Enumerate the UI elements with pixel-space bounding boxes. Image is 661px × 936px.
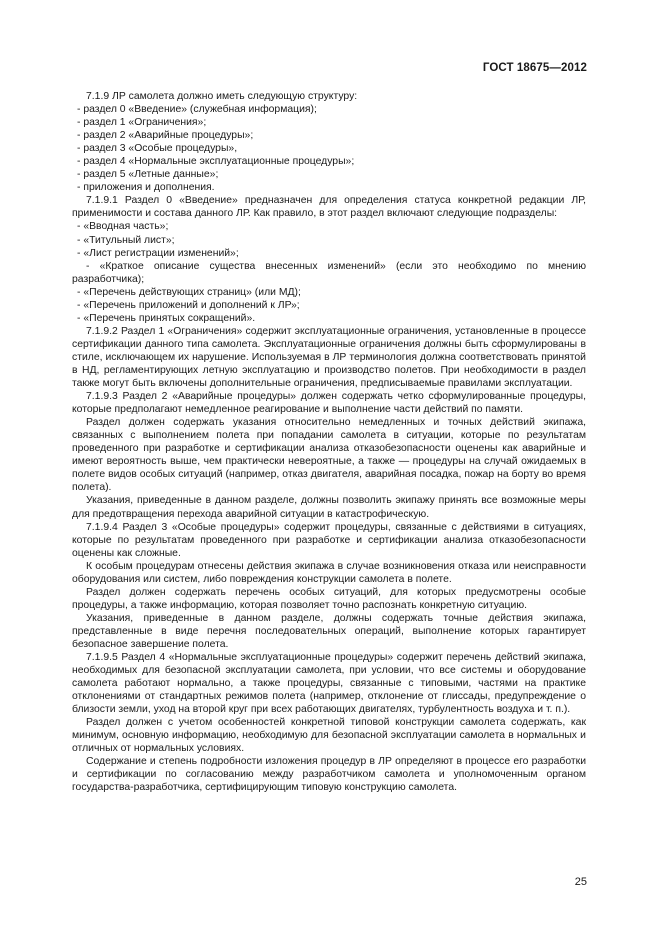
list-item: - «Перечень принятых сокращений».	[77, 312, 256, 324]
list-item: - раздел 2 «Аварийные процедуры»;	[77, 130, 254, 142]
paragraph: Содержание и степень подробности изложения процедур в ЛР определяют в процессе его разработки и сертификации по согласованию между разработчиком самолета и уполномоченным органом государства-разработчика, сертифицирующим типовую конструкцию самолета.	[72, 756, 586, 794]
list-item: - приложения и дополнения.	[77, 182, 215, 194]
paragraph: Указания, приведенные в данном разделе, должны позволить экипажу принять все возможные меры для предотвращения перехода аварийной ситуации в катастрофическую.	[72, 495, 586, 520]
paragraph: 7.1.9.3 Раздел 2 «Аварийные процедуры» должен содержать четко сформулированные процедуры, которые предполагают немедленное реагирование и выполнение части действий по памяти.	[72, 391, 586, 416]
paragraph: - «Краткое описание существа внесенных изменений» (если это необходимо по мнению разработчика);	[72, 260, 586, 285]
paragraph: 7.1.9.5 Раздел 4 «Нормальные эксплуатационные процедуры» содержит перечень действий экипажа, необходимых для безопасной эксплуатации самолета, при условии, что все системы и оборудование самолета работают нормально, а также процедуры, связанные с типовыми, частями на практике отклонениями от стандартных режимов полета (например, отклонение от глиссады, предупреждение о близости земли, уход на второй круг при всех работающих двигателях, турбулентность воздуха и т. п.).	[72, 652, 586, 716]
paragraph: 7.1.9 ЛР самолета должно иметь следующую структуру:	[86, 91, 358, 102]
paragraph: Раздел должен с учетом особенностей конкретной типовой конструкции самолета содержать, как минимум, основную информацию, необходимую для безопасной эксплуатации самолета в нормальных и отличных от нормальных условиях.	[72, 717, 586, 755]
list-item: - «Вводная часть»;	[77, 221, 169, 233]
document-header: ГОСТ 18675—2012	[482, 62, 587, 74]
page-number: 25	[574, 876, 587, 888]
list-item: - «Титульный лист»;	[77, 234, 175, 246]
paragraph: 7.1.9.4 Раздел 3 «Особые процедуры» содержит процедуры, связанные с действиями в ситуациях, которые по результатам проведенного при разработке и сертификации анализа отказобезопасности оценены как сложные.	[72, 521, 586, 559]
list-item: - «Перечень действующих страниц» (или МД);	[77, 286, 301, 298]
list-item: - раздел 1 «Ограничения»;	[77, 117, 207, 129]
paragraph: 7.1.9.2 Раздел 1 «Ограничения» содержит эксплуатационные ограничения, установленные в процессе сертификации данного типа самолета. Эксплуатационные ограничения должны быть сформулированы в стиле, исключающем их нарушение. Используемая в ЛР терминология должна соответствовать принятой в НД, регламентирующих летную эксплуатацию и производство полетов. При необходимости в раздел также могут быть включены дополнительные ограничения, предписываемые правилами эксплуатации.	[72, 325, 586, 390]
list-item: - раздел 4 «Нормальные эксплуатационные процедуры»;	[77, 156, 355, 168]
paragraph: Раздел должен содержать указания относительно немедленных и точных действий экипажа, связанных с выполнением полета при попадании самолета в ситуации, которые по результатам проведенного при разработке и сертификации анализа отказобезопасности оценены как аварийные и имеют вероятность выше, чем практически невероятные, а также — процедуры на случай ожидаемых в полете видов особых ситуаций (например, отказ двигателя, аварийная посадка, пожар на борту во время полета).	[72, 417, 586, 494]
list-item: - раздел 0 «Введение» (служебная информация);	[77, 104, 317, 116]
paragraph: К особым процедурам отнесены действия экипажа в случае возникновения отказа или неисправности оборудования или систем, либо повреждения конструкции самолета в полете.	[72, 560, 586, 585]
paragraph: 7.1.9.1 Раздел 0 «Введение» предназначен для определения статуса конкретной редакции ЛР, применимости и состава данного ЛР. Как правило, в этот раздел включают следующие подразделы:	[72, 195, 586, 220]
list-item: - раздел 5 «Летные данные»;	[77, 169, 219, 181]
document-body	[72, 90, 586, 795]
list-item: - раздел 3 «Особые процедуры»,	[77, 143, 238, 155]
paragraph: Указания, приведенные в данном разделе, должны содержать точные действия экипажа, представленные в виде перечня последовательных операций, выполнение которых гарантирует безопасное завершение полета.	[72, 612, 586, 650]
list-item: - «Перечень приложений и дополнений к ЛР»;	[77, 299, 300, 311]
paragraph: Раздел должен содержать перечень особых ситуаций, для которых предусмотрены особые процедуры, а также информацию, которая позволяет точно распознать конкретную ситуацию.	[72, 586, 586, 611]
list-item: - «Лист регистрации изменений»;	[77, 247, 239, 259]
